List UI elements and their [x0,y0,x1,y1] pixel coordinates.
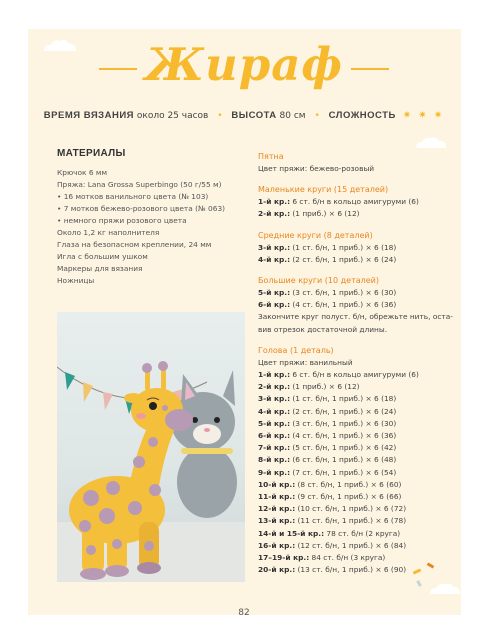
round-label: 14-й и 15-й кр.: [258,528,325,538]
round-label: 9-й кр.: [258,467,291,477]
instruction-line [258,196,458,208]
materials-item: Около 1,2 кг наполнителя [57,228,160,237]
instruction-line [258,254,458,266]
instruction-line [258,515,458,527]
instructions-column [258,151,458,576]
section-heading: Голова (1 деталь) [258,345,334,355]
round-label: 3-й кр.: [258,394,291,404]
instruction-line [258,552,458,564]
instruction-text: (13 ст. б/н, 1 приб.) × 6 (90) [295,565,407,575]
round-label: 1-й кр.: [258,197,291,207]
title-dash-right [351,68,389,70]
instruction-text: Цвет пряжи: бежево-розовый [258,164,375,173]
instruction-text: (11 ст. б/н, 1 приб.) × 6 (78) [295,516,407,526]
round-label: 2-й кр.: [258,209,291,219]
giraffe-photo [57,312,245,582]
instruction-text: (3 ст. б/н, 1 приб.) × 6 (30) [290,418,397,428]
instruction-line [258,454,458,466]
instruction-text: (9 ст. б/н, 1 приб.) × 6 (66) [295,492,402,502]
instruction-line [258,491,458,503]
instruction-text: 6 ст. б/н в кольцо амигуруми (6) [290,370,419,380]
materials-item: Глаза на безопасном креплении, 24 мм [57,240,212,249]
materials-item: • 16 мотков ванильного цвета (№ 103) [57,192,209,201]
instruction-line [258,528,458,540]
instruction-text: (2 ст. б/н, 1 приб.) × 6 (24) [290,406,397,416]
round-label: 6-й кр.: [258,300,291,310]
instruction-text: (7 ст. б/н, 1 приб.) × 6 (54) [290,467,397,477]
instruction-line [258,564,458,576]
round-label: 12-й кр.: [258,504,296,514]
materials-item: • немного пряжи розового цвета [57,216,187,225]
round-label: 10-й кр.: [258,479,296,489]
time-label: ВРЕМЯ ВЯЗАНИЯ [43,110,134,121]
section-heading: Большие круги (10 деталей) [258,276,379,286]
instruction-text: (8 ст. б/н, 1 приб.) × 6 (60) [295,479,402,489]
instruction-line [258,393,458,405]
page-title [0,38,488,91]
separator-dot: • [217,111,223,121]
cloud-decoration-icon [428,582,462,595]
round-label: 6-й кр.: [258,431,291,441]
separator-dot: • [314,111,320,121]
instruction-text: (12 ст. б/н, 1 приб.) × 6 (84) [295,540,407,550]
cloud-decoration-icon [414,136,448,149]
instruction-line [258,503,458,515]
page-number: 82 [238,608,250,618]
instruction-line [258,208,458,220]
height-label: ВЫСОТА [231,110,277,121]
round-label: 4-й кр.: [258,254,291,264]
materials-list [57,167,247,287]
instruction-line [258,406,458,418]
round-label: 7-й кр.: [258,443,291,453]
instruction-text: (1 приб.) × 6 (12) [290,382,360,392]
instruction-text: вив отрезок достаточной длины. [258,324,388,334]
instruction-text: Закончите круг полуст. б/н, обрежьте нить, оста- [258,312,453,322]
round-label: 8-й кр.: [258,455,291,465]
instruction-text: (5 ст. б/н, 1 приб.) × 6 (42) [290,443,397,453]
instruction-text: (1 ст. б/н, 1 приб.) × 6 (18) [290,242,397,252]
instruction-text: 6 ст. б/н в кольцо амигуруми (6) [290,197,419,207]
round-label: 17–19-й кр.: [258,553,310,563]
round-label: 5-й кр.: [258,418,291,428]
time-value: около 25 часов [136,111,209,121]
instruction-text: (6 ст. б/н, 1 приб.) × 6 (48) [290,455,397,465]
instruction-line [258,299,458,311]
materials-item: Маркеры для вязания [57,264,143,273]
pattern-meta-row [0,110,488,121]
instruction-line [258,324,458,336]
round-label: 11-й кр.: [258,492,296,502]
round-label: 13-й кр.: [258,516,296,526]
instruction-line [258,430,458,442]
instruction-line [258,287,458,299]
instruction-text: (1 приб.) × 6 (12) [290,209,360,219]
section-heading: Пятна [258,152,284,161]
instruction-line [258,418,458,430]
giraffe-toy-illustration [57,312,245,582]
materials-heading: МАТЕРИАЛЫ [57,148,126,159]
instruction-text: (1 ст. б/н, 1 приб.) × 6 (18) [290,394,397,404]
materials-block [57,148,247,287]
materials-item: Ножницы [57,276,95,285]
round-label: 3-й кр.: [258,242,291,252]
instruction-line [258,479,458,491]
instruction-text: (3 ст. б/н, 1 приб.) × 6 (30) [290,288,397,298]
round-label: 1-й кр.: [258,370,291,380]
section-heading: Средние круги (8 деталей) [258,230,373,240]
instruction-line [258,311,458,323]
instruction-text: (4 ст. б/н, 1 приб.) × 6 (36) [290,431,397,441]
round-label: 2-й кр.: [258,382,291,392]
section-heading: Маленькие круги (15 деталей) [258,185,389,195]
materials-item: • 7 мотков бежево-розового цвета (№ 063) [57,204,226,213]
instruction-line [258,242,458,254]
height-value: 80 см [279,111,306,121]
instruction-text: 78 ст. б/н (2 круга) [324,528,401,538]
materials-item: Пряжа: Lana Grossa Superbingo (50 г/55 м) [57,180,222,189]
instruction-line [258,467,458,479]
instruction-text: (4 ст. б/н, 1 приб.) × 6 (36) [290,300,397,310]
round-label: 4-й кр.: [258,406,291,416]
round-label: 20-й кр.: [258,565,296,575]
round-label: 16-й кр.: [258,540,296,550]
instruction-line [258,381,458,393]
instruction-text: (10 ст. б/н, 1 приб.) × 6 (72) [295,504,407,514]
difficulty-label: СЛОЖНОСТЬ [328,110,396,121]
difficulty-stars-icon: ✷ ✷ ✷ [402,110,445,121]
instruction-line [258,540,458,552]
instruction-text: 84 ст. б/н (3 круга) [309,553,386,563]
instruction-line [258,357,458,369]
materials-item: Крючок 6 мм [57,168,108,177]
instruction-line [258,163,458,175]
instruction-line [258,442,458,454]
materials-item: Игла с большим ушком [57,252,148,261]
round-label: 5-й кр.: [258,288,291,298]
title-dash-left [99,68,137,70]
instruction-text: (2 ст. б/н, 1 приб.) × 6 (24) [290,254,397,264]
title-text: Жираф [145,38,343,91]
instruction-text: Цвет пряжи: ванильный [258,357,353,367]
instruction-line [258,369,458,381]
